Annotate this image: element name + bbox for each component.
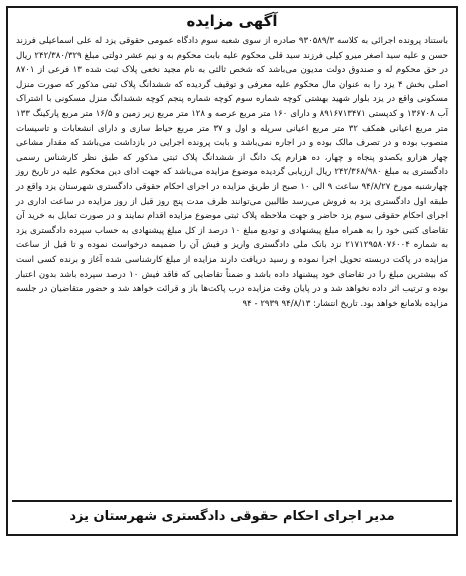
signature-divider — [12, 500, 452, 502]
notice-body-text: باستناد پرونده اجرائی به کلاسه ۹۳۰۵۸۹/۳ صادره از سوی شعبه سوم دادگاه عمومی حقوقی یزد له علی اسماعیلی فرزند حسن و علیه سید اصغر میرو کیلی فرزند سید قلی محکوم علیه بابت محکوم به و نیم عشر دولتی مبلغ ۲۴۲/۳۸۰/۳۲۹ ریال در حق محکوم له و صندوق دولت مدیون می‌باشد که شخص ثالثی به نام مجید نخعی پلاک ثبت شده ۱۳ فرعی از ۸۷۰۱ اصلی بخش ۴ یزد را به عنوان مال محکوم علیه معرفی و توقیف گردیده که ششدانگ پلاک ثبتی مذکور که صورت منزل مسکونی واقع در یزد بلوار شهید بهشتی کوچه شماره سوم کوچه شماره پنجم کوچه ششدانگ منزل مسکونی با اشتراک آب ۱۳۶۷۰۸ و کدپستی ۸۹۱۶۷۱۳۴۷۱ و دارای ۱۶۰ متر مربع عرصه و ۱۲۸ متر مربع زیر زمین و ۱۶/۵ متر مربع پارکینگ ۱۳۳ متر مربع اعیانی همکف ۳۲ متر مربع اعیانی سرپله و اول و ۳۷ متر مربع حیاط سازی و دارای انشعابات و تاسیسات منصوب بوده و در تصرف مالک بوده و در اجاره نمی‌باشد و بابت پرونده اجرایی در بازداشت می‌باشد که مقدار مشاعی چهار هزارو یکصدو پنجاه و چهار، ده هزارم یک دانگ از ششدانگ پلاک ثبتی مذکور که طبق نظر کارشناس رسمی دادگستری به مبلغ ۲۴۲/۳۶۸/۹۸۰ ریال ارزیابی گردیده موضوع مزایده می‌باشد که جهت ادای دین محکوم علیه در تاریخ روز چهارشنبه مورخ ۹۴/۸/۲۷ ساعت ۹ الی ۱۰ صبح از طریق مزایده در اجرای احکام حقوقی دادگستری شهرستان یزد واقع در طبقه اول دادگستری یزد به فروش می‌رسد طالبین می‌توانند ظرف مدت پنج روز قبل از روز مزایده در ساعت اداری در اجرای احکام حقوقی سوم یزد حاضر و جهت ملاحظه پلاک ثبتی موضوع مزایده اقدام نمایند و در صورت تمایل به خرید آن تقاضای کتبی خود را به همراه مبلغ پیشنهادی و تودیع مبلغ ۱۰ درصد از کل مبلغ پیشنهادی به حساب سپرده دادگستری یزد به شماره ۲۱۷۱۲۹۵۸۰۷۶۰۰۴ نزد بانک ملی دادگستری واریز و فیش آن را ضمیمه درخواست نموده و تا قبل از ساعت مزایده در پاکت دربسته تحویل اجرا نموده و رسید دریافت دارند مزایده از مبلغ کارشناسی شده آغاز و برنده کسی است که بیشترین مبلغ را در تقاضای خود پیشنهاد داده باشد و ضمناً تقاضایی که فاقد فیش ۱۰ درصد سپرده باشد بدون اعتبار بوده و ترتیب اثر داده نخواهد شد و در پایان وقت مزایده درب پاکت‌ها باز و قرائت خواهد شد و حضور متقاضیان در جلسه مزایده بلامانع خواهد بود. تاریخ انتشار: ۹۴/۸/۱۳ ۲۹۳۹ - ۹۴ — [16, 36, 449, 309]
auction-notice — [6, 6, 458, 536]
notice-body — [16, 34, 448, 311]
notice-signature: مدیر اجرای احکام حقوقی دادگستری شهرستان یزد — [69, 509, 395, 524]
notice-title: آگهی مزایده — [186, 12, 278, 30]
